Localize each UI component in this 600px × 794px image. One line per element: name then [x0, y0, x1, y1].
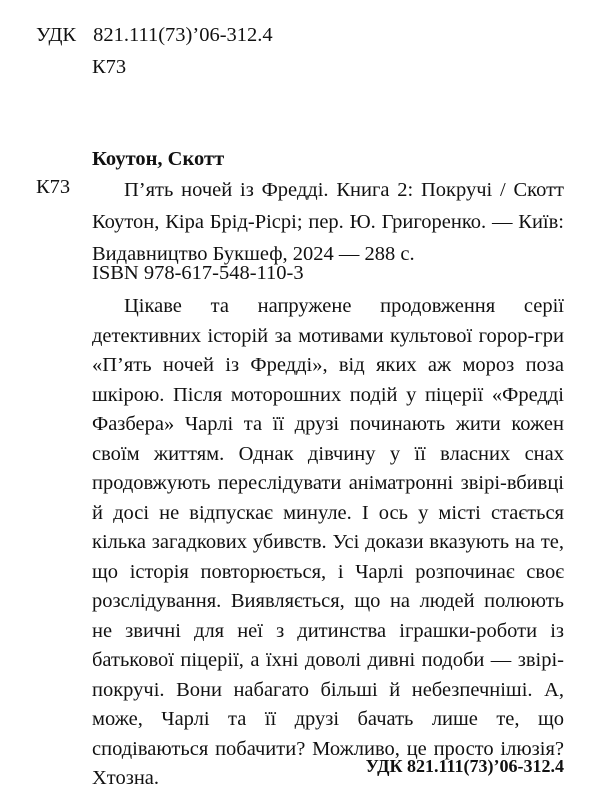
- udk-header: [36, 22, 273, 48]
- udk-footer: УДК 821.111(73)’06-312.4: [365, 756, 564, 776]
- udk-label: УДК: [36, 24, 77, 46]
- author-heading: Коутон, Скотт: [92, 148, 225, 170]
- author-mark-left: К73: [36, 176, 71, 198]
- udk-code: 821.111(73)’06-312.4: [93, 24, 273, 46]
- bibliographic-record: П’ять ночей із Фредді. Книга 2: Покручі / Скотт Коутон, Кіра Брід-Рісрі; пер. Ю. Григоренко. — Київ: Видавництво Букшеф, 2024 — 288 с.: [92, 179, 564, 265]
- isbn: ISBN 978-617-548-110-3: [92, 262, 304, 284]
- author-mark: К73: [92, 56, 127, 78]
- annotation-text: Цікаве та напружене продовження серії детективних історій за мотивами культової горор-гри «П’ять ночей із Фредді», від яких аж мороз поза шкірою. Після моторошних подій у піцерії «Фредді Фазбера» Чарлі та її друзі починають жити кожен своїм життям. Однак дівчину у її власних снах продовжують переслідувати аніматронні звірі-вбивці й досі не відпускає минуле. І ось у місті стається кілька загадкових убивств. Усі докази вказують на те, що історія повторюється, і Чарлі розпочинає своє розслідування. Виявляється, що на людей полюють не звичні для неї з дитинства іграшки-роботи із батькової піцерії, а їхні доволі дивні подоби — звірі-покручі. Вони набагато більші й небезпечніші. А, може, Чарлі та її друзі бачать лише те, що сподіваються побачити? Можливо, це просто ілюзія? Хтозна.: [92, 295, 564, 789]
